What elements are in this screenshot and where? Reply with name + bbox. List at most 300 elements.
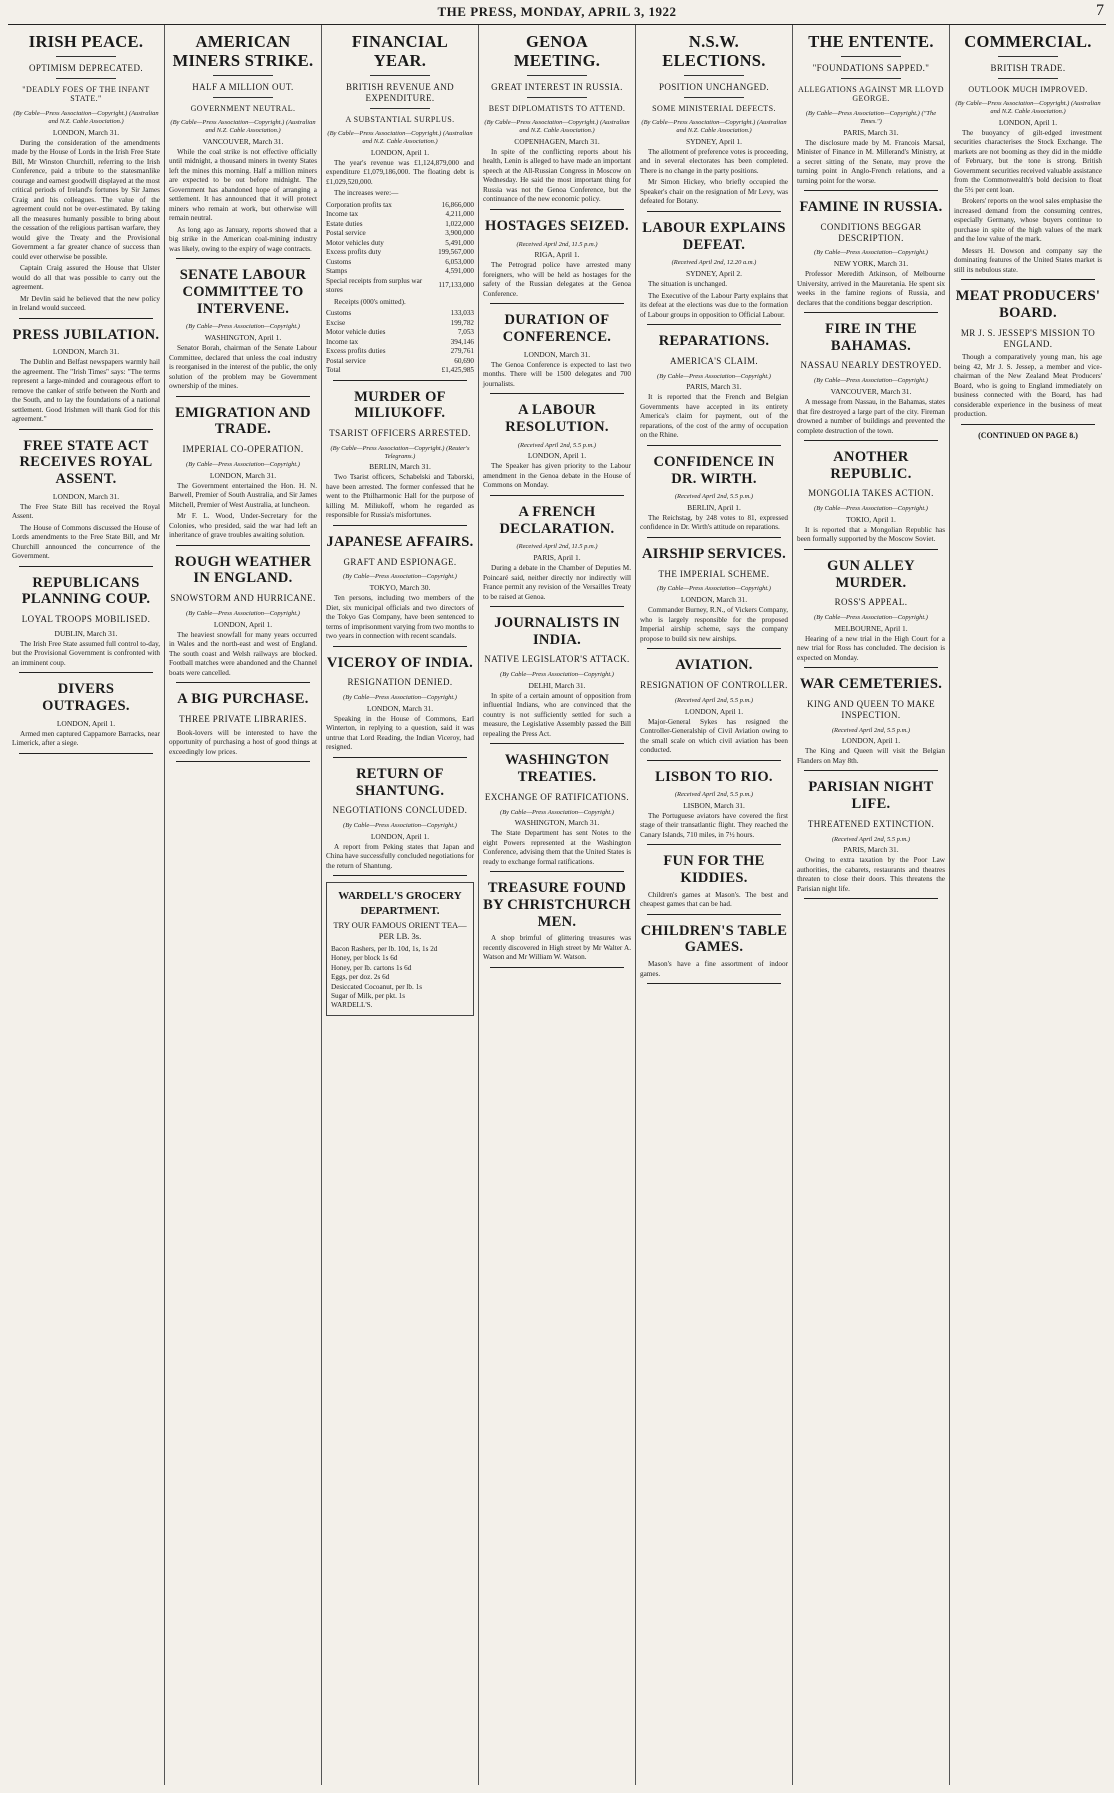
rule-divider — [527, 97, 586, 98]
cable-credit: (Received April 2nd, 11.5 p.m.) — [516, 240, 598, 248]
article-dateline: LONDON, April 1. — [213, 619, 273, 629]
table-cell-value: 394,146 — [450, 337, 474, 346]
article-dateline: LONDON, March 31. — [52, 491, 120, 501]
article-paragraph: The buoyancy of gilt-edged investment securities characterises the Stock Exchange. The markets are not booming as they did in the middle of February, but the tone is strong. British Government securities received valuable assistance from the Commonwealth's bold decision to float the 5½ per cent loan. — [954, 128, 1102, 194]
article-headline: REPARATIONS. — [658, 333, 770, 350]
table-row — [326, 338, 474, 348]
article-dateline: LONDON, April 1. — [370, 147, 430, 157]
advertisement — [326, 882, 474, 1015]
article-headline: CONFIDENCE IN DR. WIRTH. — [653, 453, 775, 487]
table-row — [326, 248, 474, 258]
table-cell-label: Income tax — [326, 210, 359, 219]
article — [797, 779, 945, 899]
table-cell-label: Special receipts from surplus war stores — [326, 276, 423, 295]
article-paragraph: The Reichstag, by 248 votes to 81, expressed confidence in Dr. Wirth's attitude on reparations. — [640, 513, 788, 532]
article-headline: MEAT PRODUCERS' BOARD. — [955, 288, 1101, 322]
article — [12, 575, 160, 674]
table-row — [326, 210, 474, 220]
article-separator — [176, 761, 309, 762]
article-headline: EMIGRATION AND TRADE. — [175, 404, 311, 438]
article-headline: A LABOUR RESOLUTION. — [505, 402, 609, 435]
cable-credit: (By Cable—Press Association—Copyright.) — [186, 460, 300, 468]
article-paragraph: In spite of the conflicting reports about his health, Lenin is alleged to have made an important speech at the All-Russian Congress in Moscow on Wednesday. He said the most important thing for Russia was not the Genoa Conference, but the continuance of the new economic policy. — [483, 147, 631, 204]
cable-credit: (Received April 2nd, 5.5 p.m.) — [674, 791, 754, 799]
article-paragraph: Speaking in the House of Commons, Earl Winterton, in replying to a question, said it was untrue that Lord Reading, the Indian Viceroy, had resigned. — [326, 714, 474, 752]
article-dateline: LISBON, March 31. — [683, 800, 745, 810]
article-headline: FINANCIAL YEAR. — [351, 32, 449, 70]
article — [640, 769, 788, 846]
rule-divider — [998, 56, 1057, 57]
article-dateline: PARIS, March 31. — [843, 127, 899, 137]
article-separator — [19, 318, 152, 319]
article-paragraph: Major-General Sykes has resigned the Controller-Generalship of Civil Aviation owing to the small scale on which civil aviation has been conducted. — [640, 717, 788, 754]
cable-credit: (By Cable—Press Association—Copyright.) (Australian and N.Z. Cable Association.) — [641, 119, 787, 135]
article-deck: ROSS'S APPEAL. — [834, 597, 908, 608]
article-paragraph: Mr Devlin said he believed that the new policy in Ireland would succeed. — [12, 294, 160, 313]
article-paragraph: Though a comparatively young man, his age being 42, Mr J. S. Jessep, a member and vice-chairman of the New Zealand Meat Producers' Board, who is going to England immediately on business connected with the Board, has had considerable experience in the business of meat production. — [954, 353, 1102, 419]
article-deck: GREAT INTEREST IN RUSSIA. — [491, 81, 623, 92]
article — [169, 267, 317, 396]
article-paragraph: Messrs H. Dowson and company say the dominating features of the United States market is still its nebulous state. — [954, 246, 1102, 274]
article-dateline: DELHI, March 31. — [528, 680, 586, 690]
article-deck: KING AND QUEEN TO MAKE INSPECTION. — [807, 699, 935, 720]
cable-credit: (By Cable—Press Association—Copyright.) — [186, 609, 300, 617]
article-deck: GOVERNMENT NEUTRAL. — [190, 103, 296, 113]
article-headline: AVIATION. — [675, 657, 753, 674]
article-separator — [647, 324, 780, 325]
article — [483, 402, 631, 496]
article-separator — [804, 440, 937, 441]
rule-divider — [684, 75, 743, 76]
article-separator — [176, 545, 309, 546]
page-number: 7 — [1096, 2, 1104, 19]
table-cell-label: Customs — [326, 257, 352, 266]
cable-credit: (By Cable—Press Association—Copyright.) (Reuter's Telegrams.) — [330, 444, 470, 460]
article-headline: IRISH PEACE. — [28, 32, 144, 51]
table-cell-value: 7,053 — [457, 328, 474, 337]
table-cell-label: Motor vehicles duty — [326, 238, 384, 247]
table-caption: The increases were:— — [334, 189, 399, 198]
advert-line: Honey, per lb. cartons 1s 6d — [331, 963, 412, 972]
article-paragraph: Armed men captured Cappamore Barracks, near Limerick, after a siege. — [12, 729, 160, 748]
continued-notice: (CONTINUED ON PAGE 8.) — [978, 430, 1078, 440]
article-separator — [19, 753, 152, 754]
column-7 — [950, 25, 1106, 1785]
article-separator — [490, 606, 623, 607]
cable-credit: (By Cable—Press Association—Copyright.) — [657, 585, 771, 593]
article-headline: DIVERS OUTRAGES. — [42, 681, 130, 715]
statistics-table — [326, 201, 474, 296]
article-dateline: BERLIN, March 31. — [369, 462, 431, 472]
article-separator — [647, 445, 780, 446]
article-paragraph: While the coal strike is not effective officially until midnight, a thousand miners in twenty States left the mines this morning. Half a million miners are expected to be out before midnight. The Government has abandoned hope of arranging a settlement. It has announced that it will protect miners who remain at work, but otherwise will remain neutral. — [169, 147, 317, 223]
column-5 — [636, 25, 793, 1785]
article-separator — [333, 757, 466, 758]
cable-credit: (By Cable—Press Association—Copyright.) — [500, 671, 614, 679]
table-row — [326, 328, 474, 338]
article-headline: VICEROY OF INDIA. — [326, 654, 474, 671]
article-paragraph: The State Department has sent Notes to the eight Powers represented at the Washington Conference, advising them that the United States is ready to exchange formal ratifications. — [483, 829, 631, 866]
table-cell-value: 4,211,000 — [445, 210, 474, 219]
article-paragraph: It is reported that the French and Belgian Governments have accepted in its entirety America's claim for payment, out of the reparations, of the cost of the army of occupation on the Rhine. — [640, 393, 788, 440]
column-2 — [165, 25, 322, 1785]
article — [797, 676, 945, 771]
article-paragraph: Mr F. L. Wood, Under-Secretary for the Colonies, who presided, said the war had left an inheritance of grave troubles awaiting solution. — [169, 512, 317, 540]
article-headline: REPUBLICANS PLANNING COUP. — [21, 574, 151, 608]
article-dateline: PARIS, March 31. — [843, 845, 899, 855]
table-cell-value: 1,022,000 — [445, 219, 474, 228]
article-deck: SNOWSTORM AND HURRICANE. — [170, 593, 316, 604]
article-paragraph: The disclosure made by M. Francois Marsal, Minister of Finance in M. Millerand's Ministry, at a secret sitting of the Senate, may prove the turning point in Anglo-French relations, and a turning point for the worse. — [797, 138, 945, 185]
article — [640, 454, 788, 538]
article — [797, 199, 945, 313]
article-paragraph: The allotment of preference votes is proceeding, and in several electorates has been completed. There is no change in the party positions. — [640, 147, 788, 175]
article-headline: SENATE LABOUR COMMITTEE TO INTERVENE. — [179, 267, 307, 317]
article-deck: HALF A MILLION OUT. — [192, 81, 294, 92]
cable-credit: (Received April 2nd, 5.5 p.m.) — [674, 696, 754, 704]
article-paragraph: The House of Commons discussed the House of Lords amendments to the Free State Bill, and Mr Churchill announced the concurrence of the Government. — [12, 523, 160, 561]
article — [326, 534, 474, 647]
table-cell-label: Postal service — [326, 356, 366, 365]
rule-divider — [56, 56, 115, 57]
column-1 — [8, 25, 165, 1785]
article — [640, 33, 788, 212]
article-separator — [333, 646, 466, 647]
article-separator — [19, 429, 152, 430]
article-separator — [961, 424, 1094, 425]
article-headline: FREE STATE ACT RECEIVES ROYAL ASSENT. — [19, 437, 153, 488]
table-cell-value: 199,567,000 — [438, 248, 474, 257]
article-headline: A FRENCH DECLARATION. — [499, 503, 615, 537]
article-separator — [490, 495, 623, 496]
article-deck: TSARIST OFFICERS ARRESTED. — [329, 428, 471, 439]
cable-credit: (By Cable—Press Association—Copyright.) — [657, 372, 771, 380]
table-cell-label: Excise — [326, 318, 346, 327]
article-paragraph: Two Tsarist officers, Schabelski and Taborski, have been arrested. The former confessed that he went to the Philharmonic Hall for the purpose of killing M. Miliukoff, whom he regarded as responsible for Russia's misfortunes. — [326, 473, 474, 520]
article-deck: OPTIMISM DEPRECATED. — [28, 62, 143, 73]
article-separator — [647, 983, 780, 984]
article-separator — [490, 209, 623, 210]
article-headline: HOSTAGES SEIZED. — [485, 217, 629, 234]
article — [326, 33, 474, 381]
article-headline: FIRE IN THE BAHAMAS. — [825, 321, 917, 354]
masthead — [8, 0, 1106, 25]
article-headline: AMERICAN MINERS STRIKE. — [172, 32, 314, 70]
article-paragraph: The Irish Free State assumed full control to-day, but the Provisional Government is confronted with an imminent coup. — [12, 639, 160, 667]
advert-subtitle: TRY OUR FAMOUS ORIENT TEA—PER LB. 3s. — [333, 920, 467, 942]
article-paragraph: As long ago as January, reports showed that a big strike in the American coal-mining industry was likely, owing to the expiry of wage contracts. — [169, 225, 317, 253]
article-paragraph: Hearing of a new trial in the High Court for a new trial for Ross has concluded. The decision is expected on Monday. — [797, 634, 945, 662]
article-paragraph: A shop brimful of glittering treasures was recently discovered in High street by Mr Walter A. Watson and Mr William W. Watson. — [483, 934, 631, 962]
article-separator — [804, 898, 937, 899]
article — [169, 405, 317, 546]
article-deck: MR J. S. JESSEP'S MISSION TO ENGLAND. — [960, 327, 1096, 349]
cable-credit: (By Cable—Press Association—Copyright.) — [186, 323, 300, 331]
rule-divider — [998, 78, 1057, 79]
article-dateline: SYDNEY, April 1. — [685, 136, 743, 146]
article — [326, 389, 474, 526]
article-dateline: PARIS, March 31. — [686, 382, 742, 392]
article-separator — [647, 537, 780, 538]
cable-credit: (By Cable—Press Association—Copyright.) — [814, 505, 928, 513]
table-cell-value: 3,900,000 — [445, 229, 474, 238]
column-6 — [793, 25, 950, 1785]
article — [169, 554, 317, 683]
article-dateline: LONDON, March 31. — [209, 470, 277, 480]
article-separator — [490, 743, 623, 744]
article-paragraph: A report from Peking states that Japan and China have successfully concluded negotiations for the return of Shantung. — [326, 842, 474, 870]
article-separator — [333, 380, 466, 381]
article-separator — [647, 914, 780, 915]
article-headline: LABOUR EXPLAINS DEFEAT. — [642, 219, 786, 253]
article-deck: ALLEGATIONS AGAINST MR LLOYD GEORGE. — [798, 84, 944, 104]
article-dateline: LONDON, April 1. — [684, 706, 744, 716]
cable-credit: (By Cable—Press Association—Copyright.) — [500, 808, 614, 816]
article-headline: JOURNALISTS IN INDIA. — [494, 615, 620, 648]
table-cell-label: Excess profits duties — [326, 347, 386, 356]
article-paragraph: During a debate in the Chamber of Deputies M. Poincaré said, neither directly nor indirectly will France permit any revision of the Versailles Treaty to be raised at Genoa. — [483, 564, 631, 601]
article-headline: GENOA MEETING. — [513, 32, 601, 70]
article-dateline: LONDON, April 1. — [998, 117, 1058, 127]
advert-line: Sugar of Milk, per pkt. 1s — [331, 991, 406, 1000]
table-cell-label: Corporation profits tax — [326, 200, 392, 209]
article-separator — [804, 667, 937, 668]
article-dateline: MELBOURNE, April 1. — [834, 623, 908, 633]
article-headline: DURATION OF CONFERENCE. — [502, 312, 612, 346]
table-cell-label: Total — [326, 366, 341, 375]
article-deck: LOYAL TROOPS MOBILISED. — [21, 614, 151, 625]
article — [640, 853, 788, 914]
article-separator — [647, 760, 780, 761]
article-separator — [804, 312, 937, 313]
column-4 — [479, 25, 636, 1785]
article — [483, 615, 631, 744]
article-dateline: TOKYO, March 30. — [369, 583, 431, 593]
article-paragraph: Captain Craig assured the House that Ulster would do all that was possible to carry out the agreement. — [12, 264, 160, 292]
rule-divider — [684, 97, 743, 98]
table-cell-label: Postal service — [326, 229, 366, 238]
table-cell-value: 279,761 — [450, 347, 474, 356]
rule-divider — [56, 78, 115, 79]
cable-credit: (By Cable—Press Association—Copyright.) — [814, 614, 928, 622]
article-deck: RESIGNATION OF CONTROLLER. — [640, 679, 788, 690]
article-dateline: WASHINGTON, April 1. — [204, 333, 282, 343]
article-paragraph: In spite of a certain amount of opposition from influential Indians, who are convinced that the country is not sufficiently settled for such a measure, the Legislative Assembly passed the Bill repealing the Press Act. — [483, 691, 631, 738]
article — [640, 923, 788, 984]
article-dateline: WASHINGTON, March 31. — [514, 818, 600, 828]
article — [640, 657, 788, 760]
article-deck: THREATENED EXTINCTION. — [807, 818, 935, 829]
article-deck: POSITION UNCHANGED. — [658, 81, 770, 92]
article-dateline: LONDON, March 31. — [52, 347, 120, 357]
article-dateline: LONDON, April 1. — [527, 451, 587, 461]
article-dateline: VANCOUVER, March 31. — [202, 136, 284, 146]
article-dateline: PARIS, April 1. — [533, 553, 581, 563]
article-dateline: LONDON, April 1. — [56, 718, 116, 728]
cable-credit: (By Cable—Press Association—Copyright.) — [343, 573, 457, 581]
article-headline: TREASURE FOUND BY CHRISTCHURCH MEN. — [483, 880, 631, 930]
article — [640, 220, 788, 325]
article-headline: ANOTHER REPUBLIC. — [830, 449, 912, 482]
cable-credit: (Received April 2nd, 12.20 a.m.) — [671, 259, 757, 267]
article-dateline: TOKIO, April 1. — [846, 514, 896, 524]
table-row — [326, 309, 474, 319]
table-row — [326, 201, 474, 211]
article-headline: CHILDREN'S TABLE GAMES. — [640, 922, 788, 956]
cable-credit: (By Cable—Press Association—Copyright.) (Australian and N.Z. Cable Association.) — [170, 119, 316, 135]
table-cell-value: 117,133,000 — [438, 281, 474, 290]
article-deck: RESIGNATION DENIED. — [347, 677, 453, 688]
article-paragraph: Professor Meredith Atkinson, of Melbourne University, arrived in the Mauretania. He spent six weeks in the famine regions of Russia, and declares that the conditions beggar description. — [797, 270, 945, 307]
table-row — [326, 347, 474, 357]
cable-credit: (Received April 2nd, 5.5 p.m.) — [831, 835, 911, 843]
article — [12, 438, 160, 567]
article — [483, 752, 631, 872]
article-paragraph: A message from Nassau, in the Bahamas, states that fire destroyed a large part of the city. Fireman drowned a number of buildings and prevented the complete destruction of the town. — [797, 398, 945, 435]
cable-credit: (By Cable—Press Association—Copyright.) — [343, 822, 457, 830]
article-headline: ROUGH WEATHER IN ENGLAND. — [174, 553, 312, 587]
table-cell-label: Estate duties — [326, 219, 363, 228]
table-cell-value: 199,782 — [450, 318, 474, 327]
article-headline: WASHINGTON TREATIES. — [504, 752, 610, 786]
article — [483, 880, 631, 968]
article-paragraph: Senator Borah, chairman of the Senate Labour Committee, declared that unless the coal industry is reorganised in the interest of the public, the only solution of the problem may be Government ownership of the mines. — [169, 344, 317, 391]
article-separator — [804, 190, 937, 191]
article-headline: N.S.W. ELECTIONS. — [662, 32, 766, 70]
article — [954, 33, 1102, 280]
article-paragraph: The Free State Bill has received the Royal Assent. — [12, 502, 160, 521]
article-paragraph: It is reported that a Mongolian Republic has been formally supported by the Moscow Soviet. — [797, 525, 945, 544]
article-deck: AMERICA'S CLAIM. — [669, 355, 759, 366]
article-dateline: DUBLIN, March 31. — [54, 628, 118, 638]
article-deck: NEGOTIATIONS CONCLUDED. — [332, 805, 468, 816]
table-row — [326, 258, 474, 268]
article-dateline: LONDON, April 1. — [841, 736, 901, 746]
article-paragraph: Brokers' reports on the wool sales emphasise the increased demand from the consuming centres, especially Germany, whose buyers continue to purchase in spite of the high values of the mark and the low value of the mark. — [954, 197, 1102, 244]
newspaper-columns — [8, 25, 1106, 1785]
article-dateline: SYDNEY, April 2. — [685, 269, 743, 279]
table-cell-label: Income tax — [326, 337, 359, 346]
table-cell-label: Stamps — [326, 267, 348, 276]
article-dateline: VANCOUVER, March 31. — [830, 387, 912, 397]
cable-credit: (Received April 2nd, 11.5 p.m.) — [516, 543, 598, 551]
cable-credit: (Received April 2nd, 5.5 p.m.) — [517, 441, 597, 449]
article-separator — [804, 770, 937, 771]
article-deck: EXCHANGE OF RATIFICATIONS. — [484, 791, 630, 802]
article — [326, 766, 474, 876]
table-cell-value: 60,690 — [454, 356, 474, 365]
article — [797, 321, 945, 441]
article — [797, 33, 945, 191]
rule-divider — [370, 75, 429, 76]
article — [483, 312, 631, 394]
article-paragraph: The Petrograd police have arrested many foreigners, who will be held as hostages for the safety of the Russian delegates at the Genoa Conference. — [483, 261, 631, 298]
article-separator — [333, 875, 466, 876]
rule-divider — [527, 75, 586, 76]
rule-divider — [370, 108, 429, 109]
table-cell-value: 133,033 — [450, 309, 474, 318]
table-cell-value: 16,866,000 — [441, 200, 474, 209]
cable-credit: (By Cable—Press Association—Copyright.) (Australian and N.Z. Cable Association.) — [327, 130, 473, 145]
column-3 — [322, 25, 479, 1785]
article-separator — [333, 525, 466, 526]
article-deck: IMPERIAL CO-OPERATION. — [182, 444, 304, 455]
article-dateline: BERLIN, April 1. — [687, 502, 741, 512]
article-dateline: LONDON, March 31. — [680, 595, 748, 605]
advert-title: WARDELL'S GROCERY DEPARTMENT. — [338, 890, 462, 917]
article-headline: PRESS JUBILATION. — [12, 326, 160, 343]
article-separator — [19, 672, 152, 673]
advert-line: Bacon Rashers, per lb. 10d, 1s, 1s 2d — [331, 945, 438, 954]
article-separator — [647, 648, 780, 649]
article-deck: NATIVE LEGISLATOR'S ATTACK. — [484, 654, 630, 665]
article-paragraph: Book-lovers will be interested to have the opportunity of purchasing a host of good things at exceedingly low prices. — [169, 728, 317, 756]
article-paragraph: During the consideration of the amendments made by the House of Lords in the Irish Free State Bill, Mr Winston Churchill, referring to the Irish Conference, paid a tribute to the statesmanlike courage and earnest goodwill displayed at the most critical periods of Ireland's fortunes by Sir James Craig and his colleagues. The value of the agreement could not be over-estimated. By taking all the measures humanly possible to bring about the cessation of the religious partisan warfare, they would give the Treaty and the Provisional Government a far greater chance of success than could ever otherwise be possible. — [12, 138, 160, 261]
advert-line: Eggs, per doz. 2s 6d — [331, 973, 390, 982]
article — [12, 681, 160, 753]
article-separator — [804, 549, 937, 550]
article-paragraph: The Executive of the Labour Party explains that its defeat at the elections was due to the formation of Labour groups in opposition to Official Labour. — [640, 291, 788, 319]
article-headline: COMMERCIAL. — [964, 32, 1092, 51]
article-paragraph: The Dublin and Belfast newspapers warmly hail the agreement. The "Irish Times" says: "The terms represent a large-minded and courageous effort to remove the canker of strife between the North and the South, and to lay the foundations of a national settlement. Good Irishmen will thank God for this agreement." — [12, 358, 160, 424]
article-dateline: RIGA, April 1. — [534, 250, 580, 260]
article-headline: JAPANESE AFFAIRS. — [326, 533, 474, 550]
article-headline: FAMINE IN RUSSIA. — [799, 199, 943, 216]
article-deck: GRAFT AND ESPIONAGE. — [343, 556, 457, 567]
rule-divider — [213, 75, 272, 76]
article — [169, 691, 317, 762]
article-paragraph: The year's revenue was £1,124,879,000 and expenditure £1,079,186,000. The floating debt is £1,029,520,000. — [326, 158, 474, 186]
article-paragraph: Mr Simon Hickey, who briefly occupied the Speaker's chair on the resignation of Mr Levy, was defeated for Botany. — [640, 178, 788, 206]
article-dateline: LONDON, March 31. — [366, 703, 434, 713]
advert-line: Desiccated Cocoanut, per lb. 1s — [331, 982, 423, 991]
cable-credit: (By Cable—Press Association—Copyright.) — [814, 249, 928, 257]
article-paragraph: Ten persons, including two members of the Diet, six municipal officials and two directors of the Tokyo Gas Company, have been sentenced to terms of imprisonment varying from two months to two years in connection with recent scandals. — [326, 594, 474, 641]
article — [483, 218, 631, 304]
article-paragraph: The Genoa Conference is expected to last two months. There will be 1500 delegates and 700 journalists. — [483, 360, 631, 388]
article — [12, 327, 160, 430]
table-row — [326, 229, 474, 239]
article-paragraph: The King and Queen will visit the Belgian Flanders on May 8th. — [797, 747, 945, 765]
article-deck: BRITISH REVENUE AND EXPENDITURE. — [345, 81, 455, 103]
article-headline: LISBON TO RIO. — [655, 768, 773, 785]
article — [640, 546, 788, 649]
table-row — [326, 267, 474, 277]
article-paragraph: Mason's have a fine assortment of indoor games. — [640, 960, 788, 978]
article-headline: RETURN OF SHANTUNG. — [355, 765, 445, 799]
article-paragraph: The heaviest snowfall for many years occurred in Wales and the north-east and west of England. The south coast and Welsh railways are blocked. Football matches were abandoned and the Channel boats were cancelled. — [169, 630, 317, 677]
article-deck: NASSAU NEARLY DESTROYED. — [800, 360, 942, 371]
cable-credit: (Received April 2nd, 5.5 p.m.) — [831, 726, 911, 734]
article-deck: "DEADLY FOES OF THE INFANT STATE." — [22, 84, 150, 104]
cable-credit: (By Cable—Press Association—Copyright.) (Australian and N.Z. Cable Association.) — [13, 109, 159, 125]
article-separator — [490, 967, 623, 968]
article-separator — [961, 279, 1094, 280]
article-deck: BEST DIPLOMATISTS TO ATTEND. — [488, 103, 626, 113]
article-headline: GUN ALLEY MURDER. — [827, 557, 915, 591]
article — [12, 33, 160, 319]
article-headline: A BIG PURCHASE. — [177, 691, 309, 708]
table-row — [326, 277, 474, 296]
cable-credit: (Received April 2nd, 5.5 p.m.) — [674, 493, 754, 501]
table-cell-value: 5,491,000 — [445, 238, 474, 247]
cable-credit: (By Cable—Press Association—Copyright.) — [343, 694, 457, 702]
article-separator — [19, 566, 152, 567]
article-deck: THREE PRIVATE LIBRARIES. — [179, 713, 307, 724]
table-caption: Receipts (000's omitted). — [334, 297, 406, 306]
article-deck: THE IMPERIAL SCHEME. — [658, 568, 770, 579]
article-separator — [490, 871, 623, 872]
